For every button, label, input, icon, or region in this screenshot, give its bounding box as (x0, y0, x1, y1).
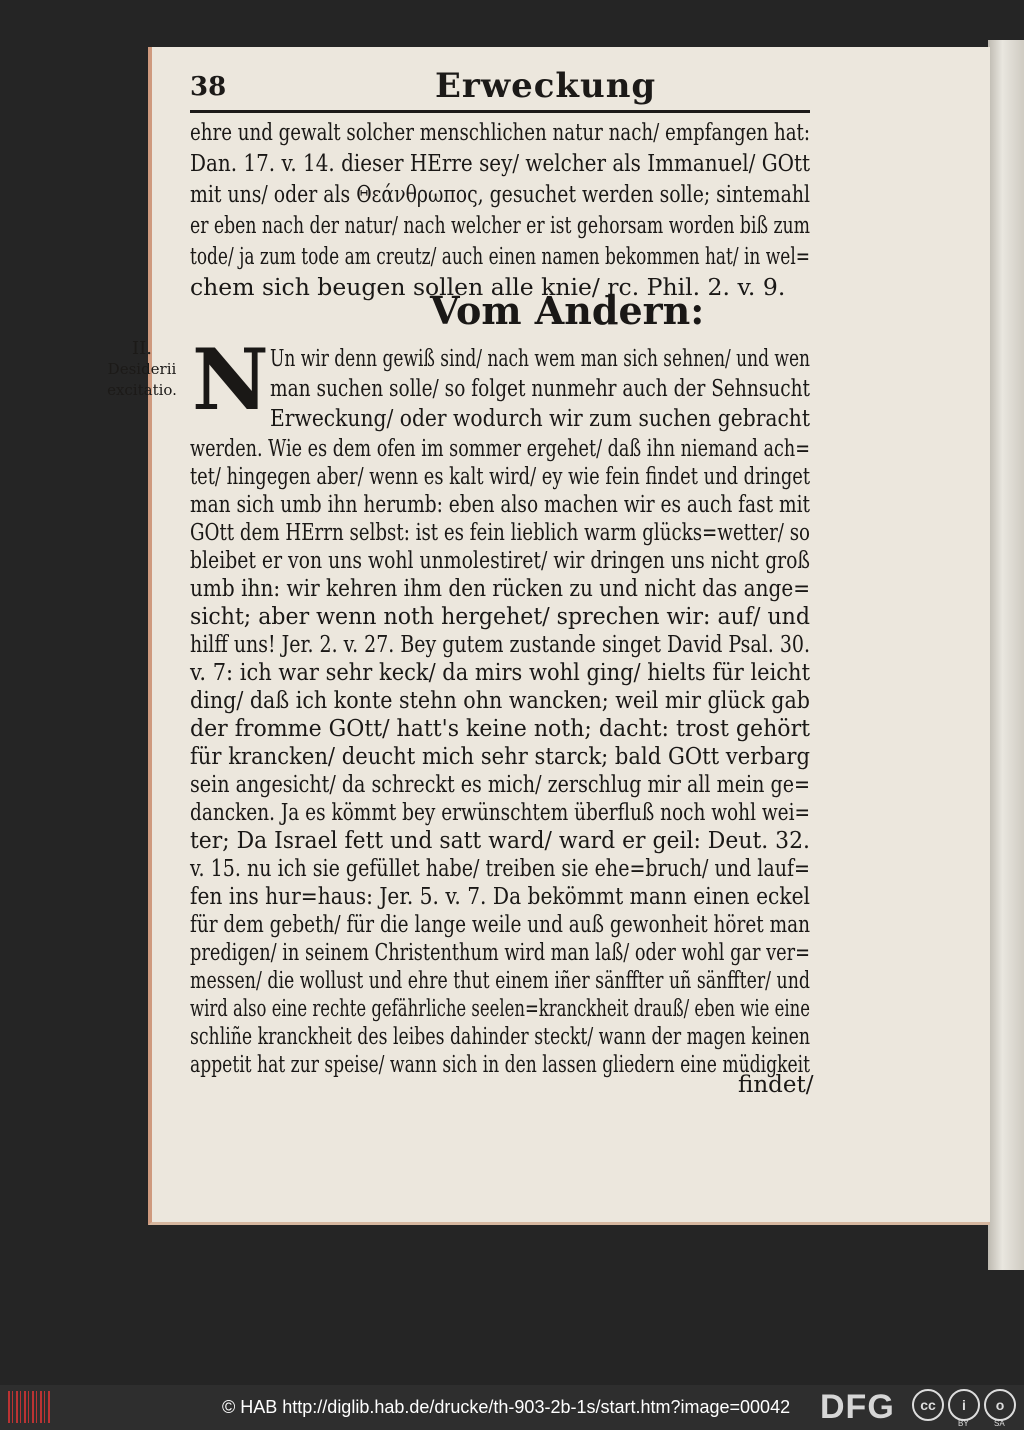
text-line: er eben nach der natur/ nach welcher er ist gehorsam worden biß zum (190, 211, 810, 239)
text-line: für krancken/ deucht mich sehr starck; bald GOtt verbarg (190, 742, 810, 770)
text-line: sicht; aber wenn noth hergehet/ sprechen wir: auf/ und (190, 602, 810, 630)
text-line: v. 7: ich war sehr keck/ da mirs wohl ging/ hielts für leicht (190, 658, 810, 686)
sa-label: SA (994, 1419, 1005, 1428)
text-line: v. 15. nu ich sie gefüllet habe/ treiben sie ehe=bruch/ und lauf= (190, 854, 810, 882)
page-header (190, 66, 810, 106)
source-link[interactable]: © HAB http://diglib.hab.de/drucke/th-903-2b-1s/start.htm?image=00042 (222, 1397, 791, 1417)
drop-cap-initial: N (192, 330, 269, 429)
text-line: wird also eine rechte gefährliche seelen=kranckheit drauß/ eben wie eine (190, 994, 810, 1022)
text-line: chem sich beugen sollen alle knie/ rc. Phil. 2. v. 9. (190, 273, 786, 301)
text-line: fen ins hur=haus: Jer. 5. v. 7. Da bekömmt mann einen eckel (190, 882, 810, 910)
text-line: umb ihn: wir kehren ihm den rücken zu und nicht das ange= (190, 574, 810, 602)
text-line: Un wir denn gewiß sind/ nach wem man sich sehnen/ und wen (270, 344, 810, 372)
text-line: man suchen solle/ so folget nunmehr auch der Sehnsucht (270, 374, 810, 402)
next-page-edge (988, 40, 1024, 1270)
margin-note (102, 338, 182, 401)
dfg-logo: DFG (820, 1388, 895, 1426)
text-line: Erweckung/ oder wodurch wir zum suchen gebracht (270, 404, 810, 432)
sa-icon-glyph: o (995, 1397, 1005, 1413)
text-line: tet/ hingegen aber/ wenn es kalt wird/ ey wie fein findet und dringet (190, 462, 810, 490)
by-icon (948, 1389, 980, 1421)
barcode-icon (8, 1391, 50, 1423)
margin-note-line: Desiderii (107, 360, 177, 378)
section-title: Vom Andern: (430, 288, 705, 333)
page-number: 38 (190, 72, 227, 102)
text-line: tode/ ja zum tode am creutz/ auch einen namen bekommen hat/ in wel= (190, 242, 810, 270)
text-line: der fromme GOtt/ hatt's keine noth; dacht: trost gehört (190, 714, 810, 742)
text-line: dancken. Ja es kömmt bey erwünschtem überfluß noch wohl wei= (190, 798, 810, 826)
cc-icon: cc (912, 1389, 944, 1421)
text-line: werden. Wie es dem ofen im sommer ergehet/ daß ihn niemand ach= (190, 434, 810, 462)
header-rule (190, 110, 810, 113)
footer-bar (0, 1385, 1024, 1430)
margin-note-numeral: II. (132, 338, 152, 359)
text-line: man sich umb ihn herumb: eben also machen wir es auch fast mit (190, 490, 810, 518)
text-line: bleibet er von uns wohl unmolestiret/ wir dringen uns nicht groß (190, 546, 810, 574)
text-line: schliñe kranckheit des leibes dahinder steckt/ wann der magen keinen (190, 1022, 810, 1050)
text-line: mit uns/ oder als Θεάνθρωπος, gesuchet werden solle; sintemahl (190, 180, 810, 208)
by-label: BY (958, 1419, 969, 1428)
text-line: ehre und gewalt solcher menschlichen natur nach/ empfangen hat: (190, 118, 810, 146)
text-line: messen/ die wollust und ehre thut einem iñer sänffter uñ sänffter/ und (190, 966, 810, 994)
text-line: appetit hat zur speise/ wann sich in den lassen gliedern eine müdigkeit (190, 1050, 810, 1078)
running-head: Erweckung (435, 66, 657, 106)
text-line: predigen/ in seinem Christenthum wird man laß/ oder wohl gar ver= (190, 938, 810, 966)
by-icon-glyph: i (962, 1397, 966, 1413)
text-line: hilff uns! Jer. 2. v. 27. Bey gutem zustande singet David Psal. 30. (190, 630, 810, 658)
text-line: Dan. 17. v. 14. dieser HErre sey/ welcher als Immanuel/ GOtt (190, 149, 810, 177)
text-line: ding/ daß ich konte stehn ohn wancken; weil mir glück gab (190, 686, 810, 714)
catchword: findet/ (738, 1072, 814, 1098)
text-line: GOtt dem HErrn selbst: ist es fein lieblich warm glücks=wetter/ so (190, 518, 810, 546)
text-line: sein angesicht/ da schreckt es mich/ zerschlug mir all mein ge= (190, 770, 810, 798)
margin-note-line: excitatio. (107, 381, 177, 399)
sa-icon (984, 1389, 1016, 1421)
text-line: ter; Da Israel fett und satt ward/ ward er geil: Deut. 32. (190, 826, 810, 854)
text-line: für dem gebeth/ für die lange weile und auß gewonheit höret man (190, 910, 810, 938)
